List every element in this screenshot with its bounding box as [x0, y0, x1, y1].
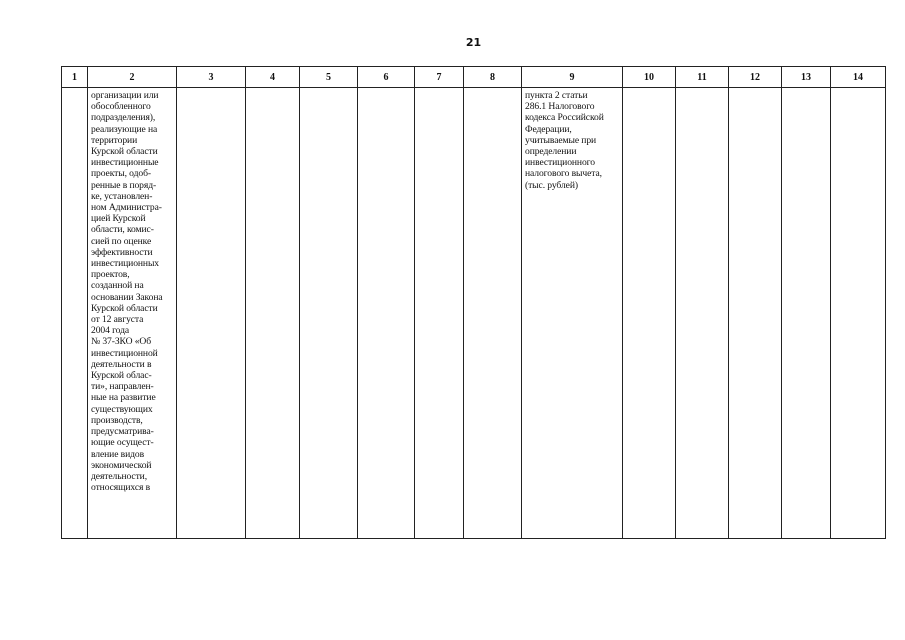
cell-col-9: [522, 88, 623, 539]
column-header-10: 10: [623, 67, 676, 88]
cell-col-2-text: организации или обособленного подразделения), реализующие на территории Курской области инвестиционные проекты, одоб- ренные в поряд- ке, установлен- ном Администра- цией Курской области, комис- сией по оценке эффективности инвестиционных проектов, созданной на основании Закона Курской области от 12 августа 2004 года № 37-ЗКО «Об инвестиционной деятельности в Курской облас- ти», направлен- ные на развитие существующих производств, предусматрива- ющие осущест- вление видов экономической деятельности, относящихся в: [91, 90, 163, 494]
cell-col-8: [464, 88, 522, 539]
cell-col-13: [782, 88, 831, 539]
table-row: [62, 88, 886, 539]
cell-col-14: [831, 88, 886, 539]
page-number: 21: [465, 36, 482, 49]
column-header-12: 12: [729, 67, 782, 88]
column-header-8: 8: [464, 67, 522, 88]
cell-col-4: [246, 88, 300, 539]
column-header-3: 3: [177, 67, 246, 88]
column-header-14: 14: [831, 67, 886, 88]
cell-col-9-text: пункта 2 статьи 286.1 Налогового кодекса Российской Федерации, учитываемые при определении инвестиционного налогового вычета, (тыс. рублей): [525, 90, 604, 191]
column-header-13: 13: [782, 67, 831, 88]
data-table: [61, 66, 886, 539]
column-header-11: 11: [676, 67, 729, 88]
cell-col-1: [62, 88, 88, 539]
column-header-4: 4: [246, 67, 300, 88]
column-header-5: 5: [300, 67, 358, 88]
column-header-7: 7: [415, 67, 464, 88]
header-row: [62, 67, 886, 88]
cell-col-2: [88, 88, 177, 539]
column-header-2: 2: [88, 67, 177, 88]
cell-col-7: [415, 88, 464, 539]
column-header-9: 9: [522, 67, 623, 88]
column-header-6: 6: [358, 67, 415, 88]
cell-col-3: [177, 88, 246, 539]
cell-col-11: [676, 88, 729, 539]
cell-col-6: [358, 88, 415, 539]
cell-col-12: [729, 88, 782, 539]
column-header-1: 1: [62, 67, 88, 88]
cell-col-5: [300, 88, 358, 539]
cell-col-10: [623, 88, 676, 539]
